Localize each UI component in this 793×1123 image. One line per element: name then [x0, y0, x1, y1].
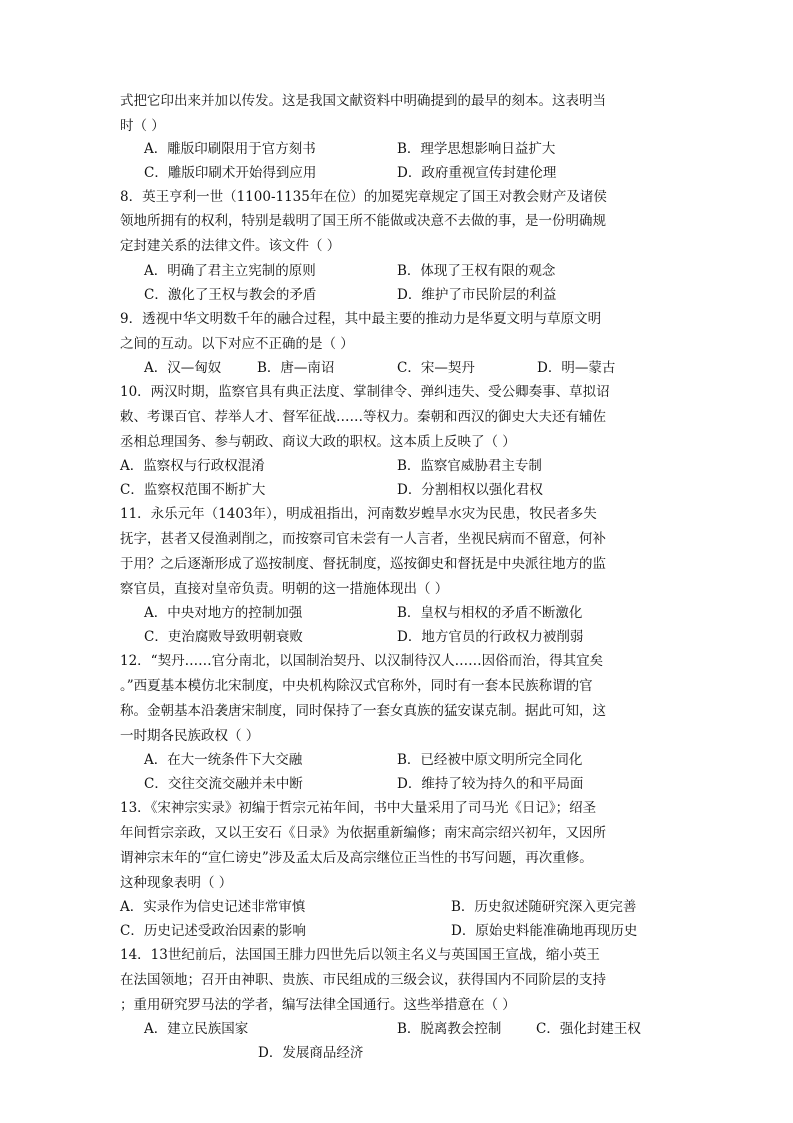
q14-stem-line-2: 在法国领地；召开由神职、贵族、市民组成的三级会议，获得国内不同阶层的支持: [120, 972, 606, 988]
q13-option-d: D．原始史料能准确地再现历史: [451, 923, 638, 939]
q11-option-b: B．皇权与相权的矛盾不断激化: [397, 605, 583, 621]
q12-option-d: D．维持了较为持久的和平局面: [397, 776, 584, 792]
q11-option-a: A．中央对地方的控制加强: [144, 605, 303, 621]
q10-option-d: D．分割相权以强化君权: [397, 482, 543, 498]
q11-stem-line-3: 于用？之后逐渐形成了巡按制度、督抚制度，巡按御史和督抚是中央派往地方的监: [120, 556, 606, 572]
q13-stem-line-4: 这种现象表明（ ）: [120, 875, 233, 891]
q10-option-c: C．监察权范围不断扩大: [120, 482, 266, 498]
q12-stem-line-3: 称。金朝基本沿袭唐宋制度，同时保持了一套女真族的猛安谋克制。据此可知，这: [120, 703, 606, 719]
q14-stem-line-1: 14．13世纪前后，法国国王腓力四世先后以领主名义与英国国王宣战，缩小英王: [120, 947, 600, 963]
q10-option-b: B．监察官威胁君主专制: [397, 458, 542, 474]
q11-option-c: C．吏治腐败导致明朝衰败: [144, 629, 303, 645]
q9-option-d: D．明—蒙古: [537, 360, 616, 376]
q11-stem-line-1: 11．永乐元年（1403年），明成祖指出，河南数岁蝗旱水灾为民患，牧民者多失: [120, 506, 597, 522]
q14-option-d: D．发展商品经济: [258, 1045, 364, 1061]
q11-option-d: D．地方官员的行政权力被削弱: [397, 629, 584, 645]
q13-stem-line-2: 年间哲宗亲政，又以王安石《日录》为依据重新编修；南宋高宗绍兴初年，又因所: [120, 825, 606, 841]
q12-stem-line-4: 一时期各民族政权（ ）: [120, 728, 260, 744]
q7-option-d: D．政府重视宣传封建伦理: [397, 165, 557, 181]
q14-option-b: B．脱离教会控制: [397, 1021, 502, 1037]
q13-option-a: A．实录作为信史记述非常审慎: [120, 899, 306, 915]
q10-stem-line-3: 丞相总理国务、参与朝政、商议大政的职权。这本质上反映了（ ）: [120, 434, 516, 450]
q11-stem-line-2: 抚字，甚者又侵渔剥削之，而按察司官未尝有一人言者，坐视民病而不留意，何补: [120, 531, 606, 547]
q13-stem-line-1: 13．《宋神宗实录》初编于哲宗元祐年间，书中大量采用了司马光《日记》；绍圣: [120, 800, 597, 816]
q7-stem-line-2: 时（ ）: [120, 118, 165, 134]
q8-option-d: D．维护了市民阶层的利益: [397, 287, 557, 303]
q12-option-a: A．在大一统条件下大交融: [144, 752, 303, 768]
q8-option-b: B．体现了王权有限的观念: [397, 263, 556, 279]
q12-stem-line-2: 。”西夏基本模仿北宋制度，中央机构除汉式官称外，同时有一套本民族称谓的官: [120, 678, 593, 694]
q9-stem-line-1: 9．透视中华文明数千年的融合过程，其中最主要的推动力是华夏文明与草原文明: [120, 311, 602, 327]
q14-option-a: A．建立民族国家: [144, 1021, 249, 1037]
q9-option-b: B．唐—南诏: [257, 360, 335, 376]
q8-stem-line-1: 8．英王亨利一世（1100-1135年在位）的加冕宪章规定了国王对教会财产及诸侯: [120, 189, 607, 205]
q12-option-c: C．交往交流交融并未中断: [144, 776, 303, 792]
q14-option-c: C．强化封建王权: [536, 1021, 641, 1037]
q8-option-c: C．激化了王权与教会的矛盾: [144, 287, 317, 303]
q12-option-b: B．已经被中原文明所完全同化: [397, 752, 583, 768]
q13-option-b: B．历史叙述随研究深入更完善: [451, 899, 637, 915]
q9-option-a: A．汉—匈奴: [144, 360, 222, 376]
q10-option-a: A．监察权与行政权混淆: [120, 458, 265, 474]
q11-stem-line-4: 察官员，直接对皇帝负责。明朝的这一措施体现出（ ）: [120, 581, 449, 597]
q13-option-c: C．历史记述受政治因素的影响: [120, 923, 306, 939]
q12-stem-line-1: 12．“契丹……官分南北，以国制治契丹、以汉制待汉人……因俗而治，得其宜矣: [120, 653, 604, 669]
q8-option-a: A．明确了君主立宪制的原则: [144, 263, 316, 279]
q8-stem-line-3: 定封建关系的法律文件。该文件（ ）: [120, 238, 341, 254]
q7-option-c: C．雕版印刷术开始得到应用: [144, 165, 317, 181]
q7-option-b: B．理学思想影响日益扩大: [397, 141, 556, 157]
q14-stem-line-3: ；重用研究罗马法的学者，编写法律全国通行。这些举措意在（ ）: [120, 997, 516, 1013]
q7-stem-line-1: 式把它印出来并加以传发。这是我国文献资料中明确提到的最早的刻本。这表明当: [120, 93, 606, 109]
q7-option-a: A．雕版印刷限用于官方刻书: [144, 141, 316, 157]
q9-stem-line-2: 之间的互动。以下对应不正确的是（ ）: [120, 336, 354, 352]
q13-stem-line-3: 谓神宗末年的“宣仁谤史”涉及孟太后及高宗继位正当性的书写问题，再次重修。: [120, 850, 593, 866]
q10-stem-line-2: 敕、考课百官、荐举人才、督军征战……等权力。秦朝和西汉的御史大夫还有辅佐: [120, 409, 606, 425]
q8-stem-line-2: 领地所拥有的权利，特别是载明了国王所不能做或决意不去做的事，是一份明确规: [120, 213, 606, 229]
q9-option-c: C．宋—契丹: [397, 360, 475, 376]
q10-stem-line-1: 10．两汉时期，监察官具有典正法度、掌制律令、弹纠违失、受公卿奏事、草拟诏: [120, 384, 610, 400]
